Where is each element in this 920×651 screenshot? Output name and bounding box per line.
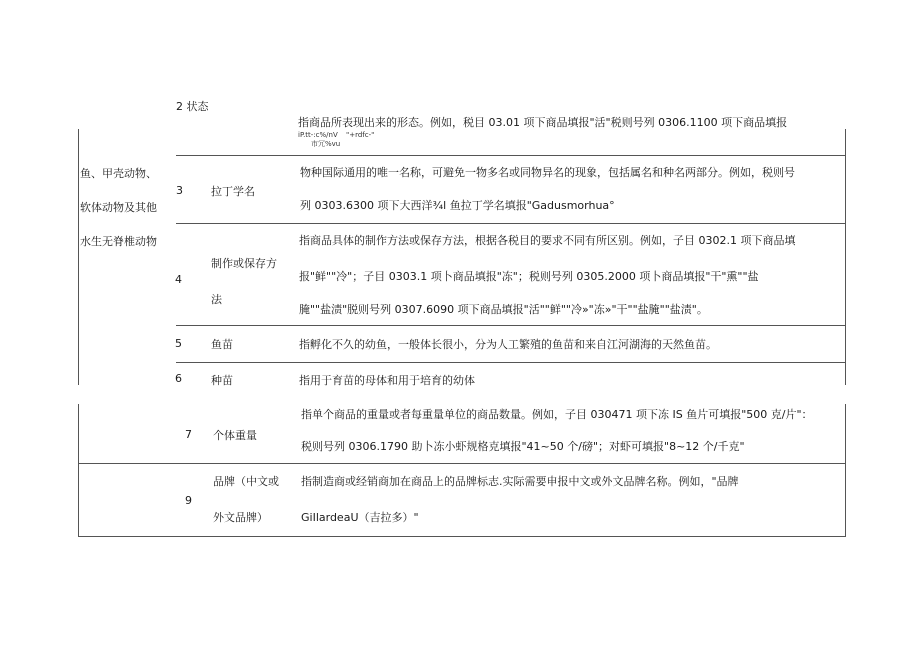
category-label-line-3: 水生无脊椎动物 [80, 235, 157, 248]
latin-row-label: 拉丁学名 [211, 185, 255, 198]
table-bottom-border [78, 536, 845, 537]
brand-row-label-2: 外文品牌） [213, 511, 268, 524]
weight-row-label: 个体重量 [213, 429, 257, 442]
weight-row-description-1: 指单个商品的重量或者每重量单位的商品数量。例如，子目 030471 项下冻 IS 鱼片可填报"500 克/片"： [301, 408, 813, 421]
weight-row-number: 7 [185, 428, 192, 441]
status-description: 指商品所表现出来的形态。例如，税目 03.01 项下商品填报"活"税则号列 0306.1100 项下商品填报 [298, 116, 788, 129]
rule-after-latin [176, 223, 845, 224]
brand-row-description-1: 指制造商或经销商加在商品上的品牌标志.实际需要申报中文或外文品牌名称。例如，"品牌 [301, 475, 739, 488]
seed-row-number: 6 [175, 372, 182, 385]
status-garbled-text-2: "+rdfc-" [346, 131, 375, 139]
method-row-number: 4 [175, 273, 182, 286]
rule-after-fry [176, 362, 845, 363]
fry-row-number: 5 [175, 337, 182, 350]
latin-row-description-1: 物种国际通用的唯一名称，可避免一物多名或同物异名的现象，包括属名和种名两部分。例如，税则号 [300, 166, 795, 179]
method-row-label-2: 法 [211, 293, 222, 306]
weight-row-description-2: 税则号列 0306.1790 助卜冻小虾规格克填报"41~50 个/磅"；对虾可填报"8~12 个/千克" [301, 440, 745, 453]
rule-after-status [176, 155, 845, 156]
table-left-border-lower [78, 404, 79, 537]
latin-row-number: 3 [176, 184, 183, 197]
fry-row-description: 指孵化不久的幼鱼，一般体长很小，分为人工繁殖的鱼苗和来自江河湖海的天然鱼苗。 [299, 338, 717, 351]
brand-row-description-2: GiIlardeaU（吉拉多）" [301, 511, 419, 524]
rule-after-weight [78, 463, 845, 464]
method-row-label-1: 制作或保存方 [211, 257, 277, 270]
status-garbled-text-3: 市冗%vu [311, 140, 341, 148]
rule-after-method [176, 325, 845, 326]
method-row-description-3: 腌""盐渍"脱则号列 0307.6090 项下商品填报"活""鲜""冷»"冻»"干""盐腌""盐渍"。 [299, 303, 708, 316]
brand-row-label-1: 品牌（中文或 [213, 475, 279, 488]
seed-row-description: 指用于育苗的母体和用于培育的幼体 [299, 374, 475, 387]
method-row-description-2: 报"鲜""冷"；子目 0303.1 项卜商品填报"冻"；税则号列 0305.2000 项卜商品填报"干"熏""盐 [299, 270, 759, 283]
method-row-description-1: 指商品具体的制作方法或保存方法，根据各税目的要求不同有所区别。例如，子目 0302.1 项下商品填 [299, 234, 796, 247]
status-garbled-text-1: iP.tt-:c%/nV [298, 131, 338, 139]
latin-row-description-2: 列 0303.6300 项下大西洋¾l 鱼拉丁学名填报"Gadusmorhua° [300, 199, 615, 212]
category-label-line-2: 软体动物及其他 [80, 201, 157, 214]
category-label-line-1: 鱼、甲壳动物、 [80, 167, 157, 180]
fry-row-label: 鱼苗 [211, 338, 233, 351]
table-right-border-lower [845, 404, 846, 537]
status-title: 2 状态 [176, 100, 209, 113]
table-left-border-upper [78, 129, 79, 385]
seed-row-label: 种苗 [211, 374, 233, 387]
brand-row-number: 9 [185, 494, 192, 507]
table-right-border-upper [845, 129, 846, 385]
